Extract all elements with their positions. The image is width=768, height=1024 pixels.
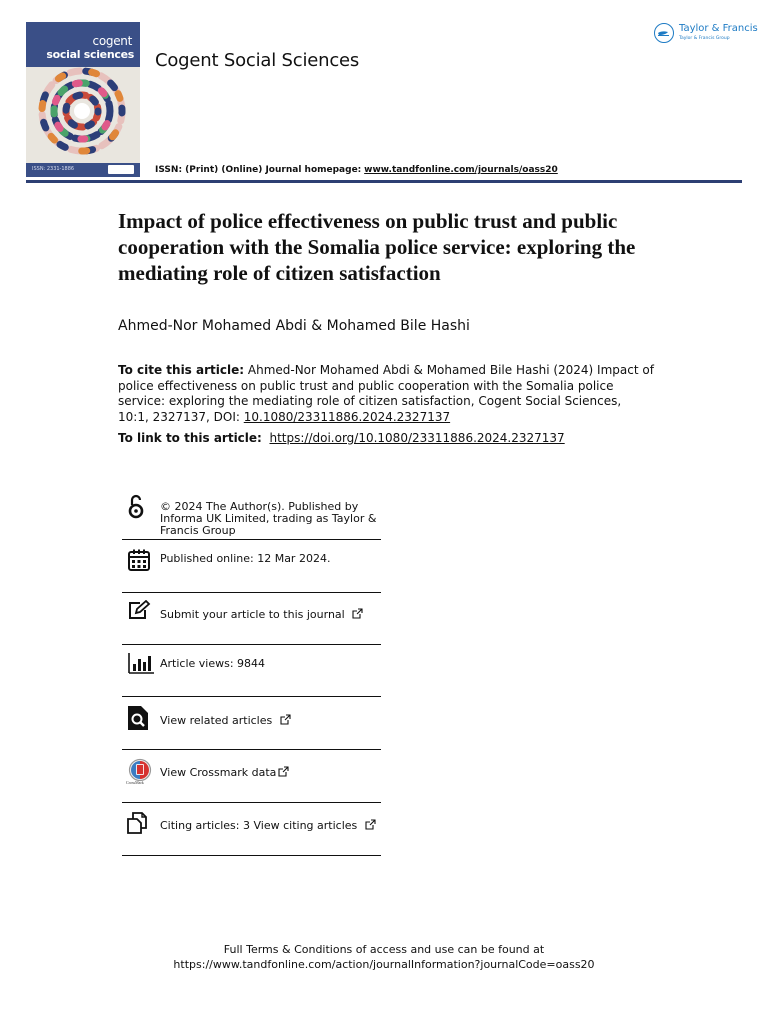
calendar-icon [127, 548, 151, 576]
article-title: Impact of police effectiveness on public trust and public cooperation with the Somalia police service: exploring the mediating role of citizen satisfaction [118, 209, 636, 285]
cover-artwork [26, 67, 140, 163]
publisher-name: Taylor & Francis [679, 23, 758, 34]
panel-divider [122, 802, 381, 803]
panel-divider [122, 592, 381, 593]
external-link-icon [365, 819, 376, 830]
journal-title: Cogent Social Sciences [155, 50, 360, 71]
cover-publisher-mark [108, 165, 134, 174]
related-articles-label: View related articles [160, 714, 273, 727]
citing-articles-link[interactable] [160, 819, 376, 832]
crossmark-link[interactable] [160, 766, 289, 779]
article-authors: Ahmed-Nor Mohamed Abdi & Mohamed Bile Hashi [118, 318, 470, 334]
citation-block [118, 363, 654, 425]
submit-article-link[interactable] [160, 608, 363, 621]
cover-issn: ISSN: 2331-1886 [32, 166, 75, 172]
article-views: Article views: 9844 [160, 657, 266, 670]
cite-text: Ahmed-Nor Mohamed Abdi & Mohamed Bile Hashi (2024) Impact of police effectiveness on public trust and public cooperation with the Somalia police service: exploring the mediating role of citizen satisfaction, Cogent Social Sciences, 10:1, 2327137, DOI: [118, 363, 654, 424]
panel-divider [122, 539, 381, 540]
publisher-tagline: Taylor & Francis Group [679, 36, 730, 41]
external-link-icon [280, 714, 291, 725]
cover-footer [26, 163, 140, 177]
crossmark-badge-label: CrossMark [126, 780, 144, 785]
open-access-statement: © 2024 The Author(s). Published by Informa UK Limited, trading as Taylor & Francis Group [160, 500, 377, 537]
crossmark-icon [127, 758, 153, 792]
panel-divider [122, 855, 381, 856]
citing-articles-label: Citing articles: 3 View citing articles [160, 819, 358, 832]
cover-brand: cogent [92, 34, 132, 48]
external-link-icon [352, 608, 363, 619]
related-search-icon [127, 705, 149, 735]
cover-series: social sciences [46, 48, 134, 61]
cite-label: To cite this article: [118, 363, 245, 377]
panel-divider [122, 749, 381, 750]
panel-divider [122, 696, 381, 697]
article-link-line [118, 431, 565, 445]
citing-articles-icon [127, 811, 153, 839]
external-link-icon [278, 766, 289, 777]
header-divider [26, 180, 742, 183]
link-label: To link to this article: [118, 431, 262, 445]
open-access-icon [127, 494, 145, 524]
panel-divider [122, 644, 381, 645]
terms-footer [0, 942, 768, 972]
terms-url: https://www.tandfonline.com/action/journalInformation?journalCode=oass20 [173, 958, 595, 971]
issn-line [155, 165, 558, 175]
edit-icon [127, 600, 151, 624]
issn-prefix: ISSN: (Print) (Online) Journal homepage: [155, 165, 362, 175]
publisher-logo [654, 21, 758, 47]
cite-doi-link[interactable]: 10.1080/23311886.2024.2327137 [243, 409, 451, 424]
journal-cover-image [26, 22, 140, 177]
journal-homepage-link[interactable]: www.tandfonline.com/journals/oass20 [364, 165, 558, 175]
terms-line: Full Terms & Conditions of access and use can be found at [223, 943, 545, 956]
published-date: Published online: 12 Mar 2024. [160, 552, 331, 565]
submit-article-label: Submit your article to this journal [160, 608, 345, 621]
article-doi-link[interactable]: https://doi.org/10.1080/23311886.2024.2327137 [269, 431, 565, 445]
crossmark-label: View Crossmark data [160, 766, 277, 779]
related-articles-link[interactable] [160, 714, 291, 727]
tf-bird-logo-icon [654, 23, 674, 43]
bar-chart-icon [127, 651, 155, 679]
